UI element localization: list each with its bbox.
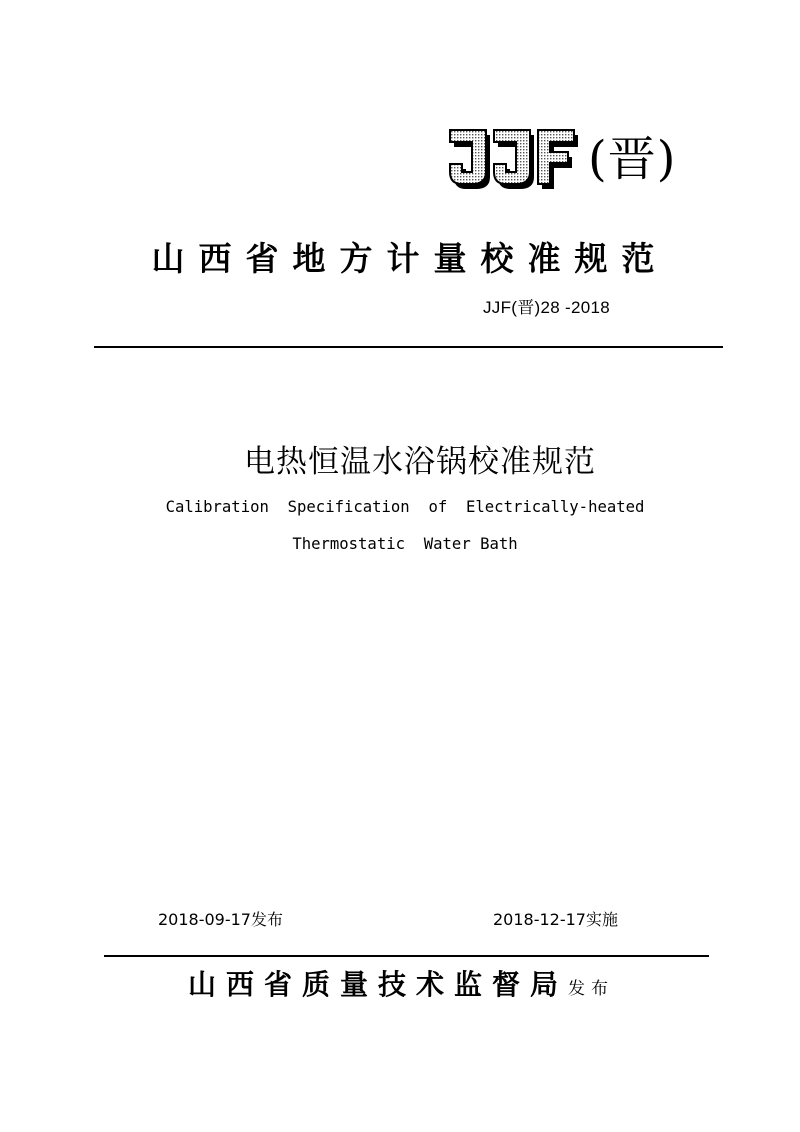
document-title-chinese: 电热恒温水浴锅校准规范 xyxy=(244,444,596,480)
document-title-english-line1: Calibration Specification of Electrically-heated xyxy=(165,498,645,516)
issue-word: 发布 xyxy=(568,979,615,999)
issue-date: 2018-09-17发布 xyxy=(158,910,283,929)
issuer-line xyxy=(188,962,614,1008)
effective-date: 2018-12-17实施 xyxy=(493,910,618,929)
spec-number: JJF(晋)28 -2018 xyxy=(483,298,611,317)
jjf-logo-mark xyxy=(448,128,580,190)
jjf-logo xyxy=(448,128,676,190)
spec-classification: 山西省地方计量校准规范 xyxy=(151,239,669,278)
top-divider xyxy=(94,346,723,348)
logo-suffix: (晋) xyxy=(588,131,677,187)
document-title-english-line2: Thermostatic Water Bath xyxy=(292,535,518,553)
issuing-authority: 山西省质量技术监督局 xyxy=(188,968,569,1001)
bottom-divider xyxy=(104,955,709,957)
